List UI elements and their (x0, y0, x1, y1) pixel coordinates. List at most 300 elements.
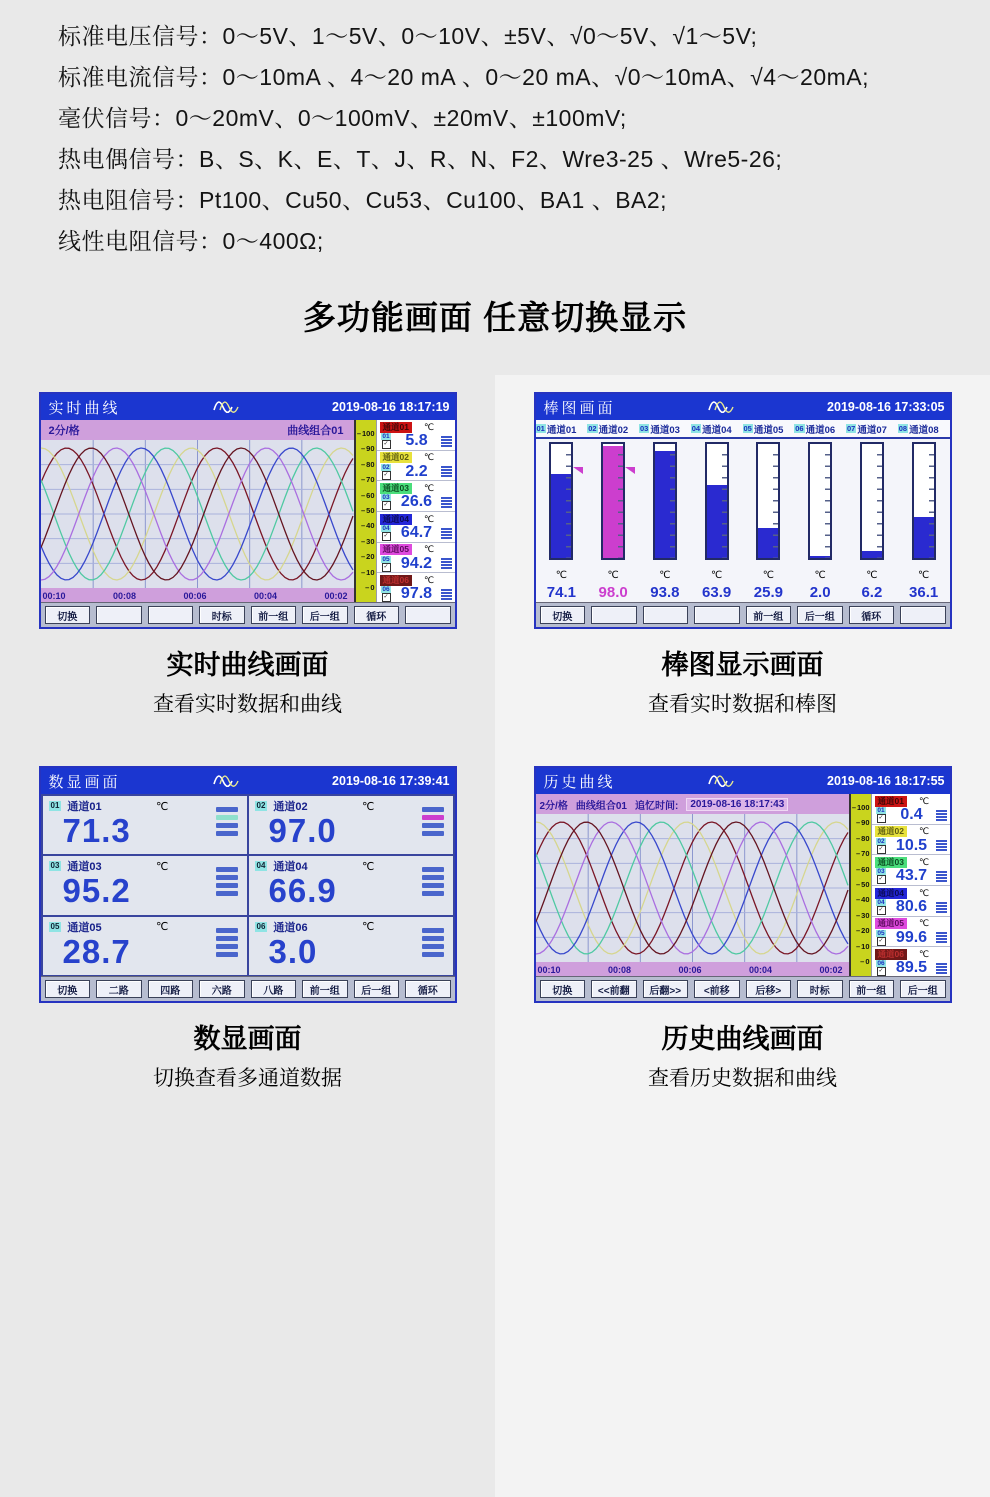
unit-label: ℃ (607, 570, 619, 581)
channel-visible-checkbox[interactable]: ✓ (383, 594, 389, 601)
sine-wave-logo (707, 399, 737, 414)
scale-tick: – 90 (856, 819, 870, 827)
channel-name-badge: 通道01 (380, 422, 412, 433)
channel-entry (377, 573, 455, 603)
unit-label: ℃ (362, 860, 375, 873)
bar-channel-label (691, 422, 743, 436)
softkey-bar (536, 602, 950, 627)
channel-value: 97.0 (268, 812, 337, 849)
channel-value-row (380, 494, 453, 510)
scale-tick: – 100 (357, 430, 375, 438)
menu-bars-icon (441, 528, 452, 539)
device-button[interactable]: 时标 (199, 606, 245, 624)
channel-value: 99.6 (895, 928, 928, 946)
digital-cell-header (49, 859, 241, 873)
time-axis (41, 588, 354, 603)
device-button[interactable]: <<前翻 (591, 980, 637, 998)
channel-value: 80.6 (895, 898, 928, 916)
channel-value: 26.6 (400, 493, 433, 511)
status-bars-icon (216, 928, 238, 957)
channel-name-badge: 通道02 (380, 452, 412, 463)
status-bars-icon (422, 928, 444, 957)
device-button-blank (96, 606, 142, 624)
curve-group-label: 曲线组合01 (575, 800, 627, 812)
channel-name-badge: 通道06 (875, 949, 907, 960)
channel-id: 03 (50, 861, 60, 871)
channel-id: 08 (898, 424, 908, 433)
device-button[interactable]: 后一组 (302, 606, 348, 624)
channel-name-badge: 通道05 (875, 918, 907, 929)
bar-channel-label (743, 422, 795, 436)
channel-id: 07 (847, 424, 856, 433)
channel-visible-checkbox[interactable]: ✓ (878, 937, 884, 944)
channel-name: 通道07 (857, 424, 887, 436)
device-button-blank (643, 606, 689, 624)
channel-id: 01 (536, 424, 545, 433)
channel-id: 05 (877, 929, 885, 937)
channel-entry (377, 420, 455, 451)
time-tick-label: 00:04 (748, 964, 772, 975)
device-button-blank (405, 606, 451, 624)
realtime-curve-screen (39, 392, 457, 629)
curve-group-label: 曲线组合01 (287, 425, 344, 437)
channel-value: 94.2 (400, 554, 433, 572)
bar-column (846, 439, 898, 570)
channel-visible-checkbox[interactable]: ✓ (383, 533, 389, 540)
channel-name-badge: 通道04 (380, 514, 412, 525)
panel-subcaption: 查看实时数据和棒图 (648, 693, 837, 716)
softkey-bar (536, 976, 950, 1001)
channel-id-checkbox (380, 525, 393, 541)
device-button[interactable]: 后一组 (354, 980, 400, 998)
bar-column (639, 439, 691, 570)
channel-id: 03 (877, 868, 885, 876)
channel-name: 通道02 (598, 424, 629, 436)
time-tick-label: 00:02 (324, 590, 348, 601)
device-button[interactable]: 切换 (540, 606, 586, 624)
softkey-bar (41, 976, 455, 1001)
channel-visible-checkbox[interactable]: ✓ (383, 502, 389, 509)
scale-tick: – 10 (856, 943, 870, 951)
unit-label: ℃ (814, 570, 826, 581)
time-tick-label: 00:02 (819, 964, 843, 975)
device-button[interactable]: 时标 (797, 980, 843, 998)
unit-label: ℃ (362, 800, 375, 813)
scale-tick: – 50 (361, 507, 375, 515)
channel-id: 01 (382, 433, 390, 440)
channel-visible-checkbox[interactable]: ✓ (878, 845, 884, 852)
digital-cell-header (49, 799, 241, 813)
unit-label: ℃ (423, 452, 435, 463)
device-button[interactable]: 切换 (540, 980, 586, 998)
time-tick-label: 00:08 (607, 964, 632, 975)
channel-entry (377, 451, 455, 482)
channel-entry (377, 512, 455, 543)
channel-visible-checkbox[interactable]: ✓ (383, 441, 389, 447)
unit-label: ℃ (423, 544, 435, 555)
bar-column (743, 439, 795, 570)
screen-title: 历史曲线 (543, 773, 616, 791)
bar-outline (705, 442, 729, 560)
bar-outline (549, 442, 573, 560)
channel-value-row (875, 930, 948, 946)
channel-id-checkbox (875, 807, 888, 823)
channel-id: 02 (588, 424, 597, 433)
digital-cell (43, 856, 247, 914)
device-button[interactable]: 前一组 (746, 606, 792, 624)
time-tick-label: 00:04 (253, 590, 277, 601)
scale-tick: – 80 (856, 835, 870, 843)
channel-name: 通道08 (909, 424, 939, 436)
signal-specs (0, 0, 990, 262)
scale-tick: – 80 (361, 461, 375, 469)
unit-label: ℃ (918, 795, 930, 806)
channel-value: 28.7 (62, 932, 131, 970)
channel-name: 通道05 (753, 424, 784, 436)
device-button-blank (148, 606, 194, 624)
panel-subcaption: 查看历史数据和曲线 (648, 1067, 837, 1090)
menu-bars-icon (441, 589, 452, 600)
screen-title: 数显画面 (48, 773, 121, 791)
channel-id: 05 (743, 424, 752, 433)
unit-label: ℃ (659, 570, 671, 581)
channel-visible-checkbox[interactable]: ✓ (383, 563, 389, 570)
bar-column (898, 439, 950, 570)
menu-bars-icon (936, 871, 947, 882)
scale-tick: – 40 (856, 896, 870, 904)
channel-value-row (380, 586, 453, 602)
digital-cell-header (255, 859, 447, 873)
device-button-blank (900, 606, 946, 624)
channel-value-row (380, 464, 453, 480)
device-button[interactable]: 后一组 (900, 980, 946, 998)
spec-line: 标准电压信号：0～5V、1～5V、0～10V、±5V、√0～5V、√1～5V; (58, 23, 758, 49)
channel-value: 5.8 (405, 432, 428, 449)
softkey-bar (41, 602, 455, 627)
channel-entry (872, 825, 950, 856)
digital-cell (249, 917, 453, 975)
status-bars-icon (422, 807, 444, 836)
sine-wave-logo (707, 773, 737, 788)
bar-value: 93.8 (650, 584, 680, 601)
channel-value: 97.8 (400, 585, 433, 603)
channel-entry (377, 543, 455, 574)
device-button[interactable]: 六路 (199, 980, 245, 998)
channel-name-badge: 通道03 (875, 857, 907, 868)
digital-cells-grid (41, 794, 455, 977)
channel-id: 04 (382, 525, 390, 533)
spec-line: 线性电阻信号：0～400Ω; (58, 228, 324, 254)
channel-name-badge: 通道03 (380, 483, 412, 494)
channel-value-row (875, 899, 948, 915)
device-button[interactable]: 前一组 (251, 606, 297, 624)
sine-wave-logo (212, 399, 242, 414)
scale-tick: – 10 (361, 569, 375, 577)
recall-time-value[interactable]: 2019-08-16 18:17:43 (686, 798, 788, 811)
channel-value-row (380, 556, 453, 572)
unit-label: ℃ (362, 921, 375, 934)
scale-tick: – 30 (361, 538, 375, 546)
spec-line: 热电偶信号：B、S、K、E、T、J、R、N、F2、Wre3-25 、Wre5-26; (58, 146, 783, 172)
channel-id: 04 (691, 424, 701, 433)
channel-id: 02 (877, 837, 885, 845)
channel-id-checkbox (875, 930, 888, 946)
channel-id: 06 (382, 586, 390, 594)
device-button[interactable]: 循环 (405, 980, 451, 998)
channel-value: 95.2 (62, 872, 131, 910)
plot-subheader (41, 420, 354, 440)
bar-outline (912, 442, 936, 560)
digital-cell-header (49, 920, 241, 934)
digital-cell (43, 796, 247, 854)
bar-column (587, 439, 639, 570)
titlebar (41, 394, 455, 420)
panel-subcaption: 切换查看多通道数据 (153, 1067, 342, 1090)
bar-units-row (536, 570, 950, 584)
bar-fill (758, 528, 778, 558)
channel-name-badge: 通道05 (380, 544, 412, 555)
device-button[interactable]: 循环 (354, 606, 400, 624)
channel-value: 2.2 (405, 462, 428, 480)
unit-label: ℃ (918, 887, 930, 898)
menu-bars-icon (441, 558, 452, 569)
digital-cell-header (255, 920, 447, 934)
bar-value: 74.1 (546, 584, 576, 601)
bar-fill (914, 517, 934, 558)
channel-value: 3.0 (268, 932, 318, 970)
channel-list (376, 420, 455, 603)
channel-id-checkbox (875, 838, 888, 854)
channel-id: 02 (256, 801, 266, 810)
channel-name-badge: 通道02 (875, 826, 907, 837)
datetime: 2019-08-16 18:17:19 (332, 400, 450, 414)
unit-label: ℃ (918, 570, 930, 581)
bar-channel-labels (536, 420, 950, 439)
channel-value-row (875, 838, 948, 854)
panel-caption: 数显画面 (193, 1024, 302, 1054)
menu-bars-icon (936, 932, 947, 943)
bar-value: 25.9 (753, 584, 783, 601)
unit-label: ℃ (918, 856, 930, 867)
channel-id: 04 (256, 861, 266, 871)
channel-entry (872, 855, 950, 886)
device-button[interactable]: 循环 (849, 606, 895, 624)
scale-tick: – 90 (361, 445, 375, 453)
bar-column (794, 439, 846, 570)
channel-visible-checkbox[interactable]: ✓ (383, 471, 389, 478)
history-curve-screen (534, 766, 952, 1003)
unit-label: ℃ (918, 826, 930, 837)
channel-id: 06 (795, 424, 804, 433)
datetime: 2019-08-16 17:33:05 (827, 400, 945, 414)
channel-value: 71.3 (62, 812, 131, 849)
digital-cell (249, 856, 453, 914)
scale-tick: – 70 (361, 476, 375, 484)
screen-title: 棒图画面 (543, 399, 616, 417)
titlebar (41, 768, 455, 794)
device-button[interactable]: <前移 (694, 980, 740, 998)
channel-value: 43.7 (895, 867, 928, 885)
device-button[interactable]: 后一组 (797, 606, 843, 624)
device-button[interactable]: 八路 (251, 980, 297, 998)
channel-name: 通道01 (546, 424, 577, 436)
datetime: 2019-08-16 17:39:41 (332, 774, 450, 788)
value-scale (354, 420, 376, 603)
channel-name-badge: 通道04 (875, 888, 907, 899)
channel-value-row (875, 960, 948, 976)
unit-label: ℃ (918, 948, 930, 959)
unit-label: ℃ (156, 860, 169, 873)
curve-plot (536, 814, 849, 962)
screen-title: 实时曲线 (48, 399, 121, 417)
device-button[interactable]: 后移> (746, 980, 792, 998)
channel-name-badge: 通道06 (380, 575, 412, 586)
channel-value-row (875, 807, 948, 823)
channel-value: 0.4 (900, 806, 923, 823)
menu-bars-icon (936, 902, 947, 913)
channel-value: 64.7 (400, 524, 433, 542)
time-tick-label: 00:06 (678, 964, 702, 975)
channel-value-row (380, 525, 453, 541)
bar-outline (756, 442, 780, 560)
channel-id-checkbox (380, 556, 393, 572)
unit-label: ℃ (423, 482, 435, 493)
bar-fill (707, 485, 727, 558)
device-button[interactable]: 切换 (45, 980, 91, 998)
channel-id-checkbox (380, 433, 393, 449)
titlebar (536, 394, 950, 420)
digital-cell (43, 917, 247, 975)
time-tick-label: 00:10 (537, 964, 561, 975)
scale-tick: – 0 (365, 584, 374, 592)
device-button[interactable]: 切换 (45, 606, 91, 624)
channel-value-row (875, 868, 948, 884)
bars-area (536, 439, 950, 570)
status-bars-icon (422, 867, 444, 896)
menu-bars-icon (441, 466, 452, 477)
time-per-div: 2分/格 (48, 425, 80, 437)
alarm-setpoint-triangle (625, 467, 635, 474)
channel-name: 通道06 (273, 921, 308, 934)
channel-id: 01 (50, 801, 60, 810)
channel-visible-checkbox[interactable]: ✓ (878, 815, 884, 821)
channel-visible-checkbox[interactable]: ✓ (878, 968, 884, 975)
channel-value: 10.5 (895, 836, 928, 854)
device-button-blank (591, 606, 637, 624)
channel-id-checkbox (380, 464, 393, 480)
time-tick-label: 00:06 (183, 590, 207, 601)
channel-name: 通道01 (67, 801, 102, 813)
bar-value: 6.2 (861, 584, 883, 601)
sine-wave-logo (212, 773, 242, 788)
unit-label: ℃ (866, 570, 878, 581)
channel-name: 通道06 (805, 424, 836, 436)
channel-id-checkbox (875, 868, 888, 884)
bar-value: 2.0 (809, 584, 831, 601)
device-button[interactable]: 前一组 (849, 980, 895, 998)
unit-label: ℃ (423, 513, 435, 524)
bargraph-screen (534, 392, 952, 629)
time-per-div: 2分/格 (539, 800, 568, 812)
channel-entry (872, 886, 950, 917)
scale-tick: – 60 (361, 492, 375, 500)
scale-tick: – 40 (361, 522, 375, 530)
digital-display-screen (39, 766, 457, 1003)
bar-value: 36.1 (909, 584, 939, 601)
channel-entry (872, 917, 950, 948)
unit-label: ℃ (711, 570, 723, 581)
channel-value: 89.5 (895, 959, 928, 977)
channel-id: 03 (640, 424, 649, 433)
channel-id: 04 (877, 899, 885, 907)
device-button[interactable]: 前一组 (302, 980, 348, 998)
channel-visible-checkbox[interactable]: ✓ (878, 876, 884, 883)
channel-name: 通道03 (650, 424, 680, 436)
plot-subheader (536, 794, 849, 814)
bar-outline (601, 442, 625, 560)
channel-value-row (380, 433, 453, 449)
time-tick-label: 00:08 (112, 590, 137, 601)
device-button[interactable]: 二路 (96, 980, 142, 998)
scale-tick: – 60 (856, 866, 870, 874)
channel-id: 01 (877, 807, 885, 814)
device-button-blank (694, 606, 740, 624)
channel-name-badge: 通道01 (875, 796, 907, 807)
scale-tick: – 20 (361, 553, 375, 561)
time-axis (536, 962, 849, 977)
channel-value: 66.9 (268, 872, 337, 910)
bar-fill (810, 556, 830, 558)
section-heading: 多功能画面 任意切换显示 (302, 299, 688, 336)
channel-name: 通道04 (273, 861, 308, 874)
menu-bars-icon (936, 963, 947, 974)
scale-tick: – 0 (860, 958, 869, 966)
channel-id: 05 (382, 555, 390, 563)
device-button[interactable]: 后翻>> (643, 980, 689, 998)
channel-id-checkbox (875, 960, 888, 976)
recall-time-label: 追忆时间: (634, 800, 679, 812)
bar-outline (808, 442, 832, 560)
menu-bars-icon (936, 810, 947, 821)
channel-id-checkbox (380, 586, 393, 602)
channel-id: 02 (382, 463, 390, 471)
panel-caption: 实时曲线画面 (166, 650, 329, 680)
bar-channel-label (898, 422, 950, 436)
value-scale (849, 794, 871, 977)
bar-fill (862, 551, 882, 558)
channel-name: 通道02 (273, 801, 308, 813)
channel-id-checkbox (380, 494, 393, 510)
bar-channel-label (536, 422, 588, 436)
unit-label: ℃ (762, 570, 774, 581)
channel-visible-checkbox[interactable]: ✓ (878, 907, 884, 914)
channel-name: 通道03 (67, 861, 102, 874)
channel-entry (377, 481, 455, 512)
device-button[interactable]: 四路 (148, 980, 194, 998)
channel-id: 03 (382, 494, 390, 502)
panel-caption: 棒图显示画面 (661, 650, 824, 680)
bar-fill (551, 474, 571, 558)
scale-tick: – 50 (856, 881, 870, 889)
titlebar (536, 768, 950, 794)
panel-subcaption: 查看实时数据和曲线 (153, 693, 342, 716)
digital-cell (249, 796, 453, 854)
channel-list (871, 794, 950, 977)
channel-name: 通道04 (702, 424, 732, 436)
spec-line: 标准电流信号：0～10mA 、4～20 mA 、0～20 mA、√0～10mA、√4～20mA; (58, 64, 870, 90)
datetime: 2019-08-16 18:17:55 (827, 774, 945, 788)
channel-id: 06 (877, 960, 885, 968)
